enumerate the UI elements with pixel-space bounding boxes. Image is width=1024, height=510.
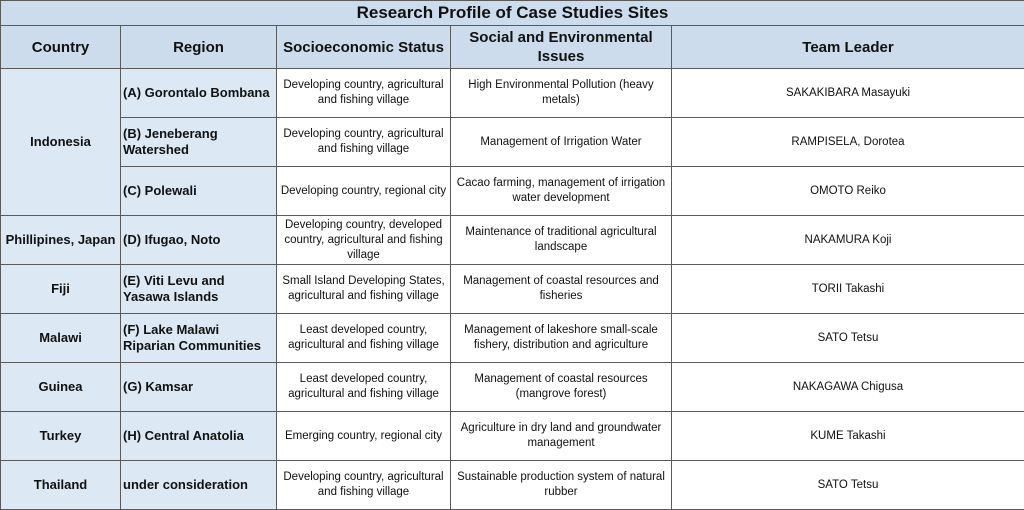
header-social-environmental-issues: Social and Environmental Issues [451,26,672,69]
issues-cell: Sustainable production system of natural rubber [451,461,672,510]
country-cell: Thailand [1,461,121,510]
socioeconomic-cell: Developing country, developed country, agricultural and fishing village [277,216,451,265]
table-row [1,216,1024,265]
team-leader-cell: NAKAMURA Koji [672,216,1024,265]
header-team-leader: Team Leader [672,26,1024,69]
team-leader-cell: SATO Tetsu [672,461,1024,510]
team-leader-cell: OMOTO Reiko [672,167,1024,216]
country-cell: Phillipines, Japan [1,216,121,265]
table-row [1,167,1024,216]
team-leader-cell: TORII Takashi [672,265,1024,314]
region-cell: (C) Polewali [121,167,277,216]
region-cell: (F) Lake Malawi Riparian Communities [121,314,277,363]
issues-cell: Management of lakeshore small-scale fishery, distribution and agriculture [451,314,672,363]
team-leader-cell: SATO Tetsu [672,314,1024,363]
socioeconomic-cell: Small Island Developing States, agricultural and fishing village [277,265,451,314]
region-cell: (A) Gorontalo Bombana [121,69,277,118]
header-socioeconomic-status: Socioeconomic Status [277,26,451,69]
table-row [1,69,1024,118]
table-row [1,461,1024,510]
issues-cell: Management of Irrigation Water [451,118,672,167]
region-cell: (E) Viti Levu and Yasawa Islands [121,265,277,314]
table-row [1,412,1024,461]
country-cell: Fiji [1,265,121,314]
team-leader-cell: RAMPISELA, Dorotea [672,118,1024,167]
table-title: Research Profile of Case Studies Sites [1,1,1024,26]
header-country: Country [1,26,121,69]
issues-cell: Maintenance of traditional agricultural landscape [451,216,672,265]
issues-cell: Management of coastal resources and fisheries [451,265,672,314]
table-row [1,363,1024,412]
socioeconomic-cell: Developing country, regional city [277,167,451,216]
region-cell: (H) Central Anatolia [121,412,277,461]
issues-cell: Management of coastal resources (mangrove forest) [451,363,672,412]
issues-cell: Cacao farming, management of irrigation water development [451,167,672,216]
socioeconomic-cell: Least developed country, agricultural and fishing village [277,314,451,363]
country-cell: Guinea [1,363,121,412]
table-row [1,265,1024,314]
country-cell: Indonesia [1,69,121,216]
socioeconomic-cell: Least developed country, agricultural and fishing village [277,363,451,412]
socioeconomic-cell: Developing country, agricultural and fishing village [277,118,451,167]
socioeconomic-cell: Developing country, agricultural and fishing village [277,69,451,118]
country-cell: Malawi [1,314,121,363]
team-leader-cell: NAKAGAWA Chigusa [672,363,1024,412]
team-leader-cell: SAKAKIBARA Masayuki [672,69,1024,118]
issues-cell: High Environmental Pollution (heavy metals) [451,69,672,118]
region-cell: under consideration [121,461,277,510]
team-leader-cell: KUME Takashi [672,412,1024,461]
socioeconomic-cell: Emerging country, regional city [277,412,451,461]
region-cell: (D) Ifugao, Noto [121,216,277,265]
region-cell: (B) Jeneberang Watershed [121,118,277,167]
socioeconomic-cell: Developing country, agricultural and fishing village [277,461,451,510]
table-row [1,118,1024,167]
header-region: Region [121,26,277,69]
issues-cell: Agriculture in dry land and groundwater management [451,412,672,461]
region-cell: (G) Kamsar [121,363,277,412]
table-row [1,314,1024,363]
country-cell: Turkey [1,412,121,461]
